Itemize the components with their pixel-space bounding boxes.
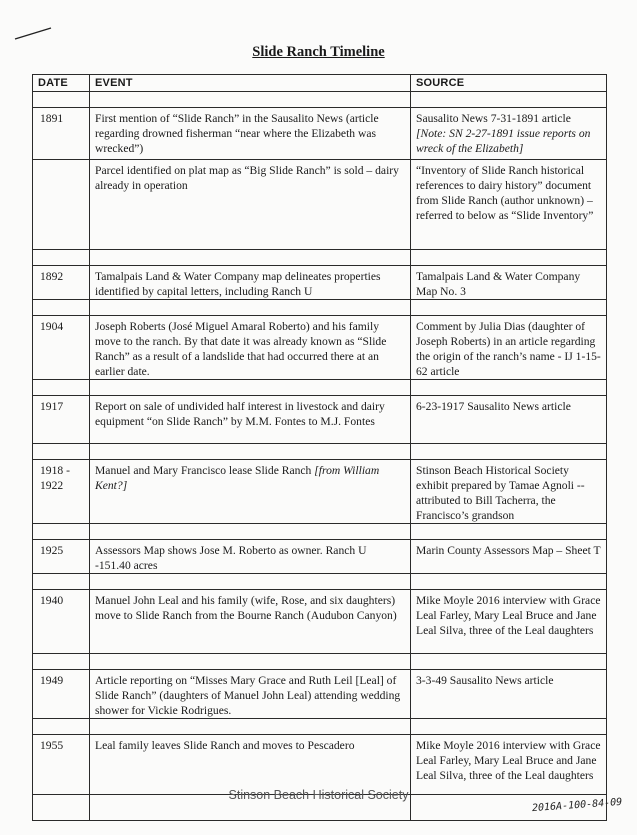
event-note: [from William Kent?]: [95, 464, 380, 492]
source-note: [Note: SN 2-27-1891 issue reports on wreck of the Elizabeth]: [416, 127, 591, 155]
header-event: EVENT: [90, 75, 411, 92]
pen-stroke-mark: [14, 26, 52, 40]
row-event: [90, 460, 411, 524]
row-date: 1904: [33, 316, 90, 380]
table-row: [33, 108, 607, 160]
row-event: Leal family leaves Slide Ranch and moves to Pescadero: [90, 735, 411, 795]
table-row: [33, 540, 607, 574]
table-row: [33, 160, 607, 250]
handwritten-accession-number: 2016A-100-84-09: [531, 796, 623, 815]
row-source: Mike Moyle 2016 interview with Grace Leal Farley, Mary Leal Bruce and Jane Leal Silva, three of the Leal daughters: [411, 735, 607, 795]
table-spacer-row: [33, 380, 607, 396]
table-spacer-row: [33, 524, 607, 540]
row-date: 1891: [33, 108, 90, 160]
row-source: 3-3-49 Sausalito News article: [411, 670, 607, 719]
table-row: [33, 670, 607, 719]
row-source: 6-23-1917 Sausalito News article: [411, 396, 607, 444]
source-text: Sausalito News 7-31-1891 article: [416, 112, 571, 125]
page-title: Slide Ranch Timeline: [252, 44, 385, 60]
table-spacer-row: [33, 92, 607, 108]
event-text: Manuel and Mary Francisco lease Slide Ranch: [95, 464, 312, 477]
table-row: [33, 316, 607, 380]
footer-organization: Stinson Beach Historical Society: [228, 788, 409, 802]
table-row: [33, 266, 607, 300]
table-spacer-row: [33, 719, 607, 735]
header-date: DATE: [33, 75, 90, 92]
row-source: Comment by Julia Dias (daughter of Joseph Roberts) in an article regarding the origin of the ranch’s name - IJ 1-15-62 article: [411, 316, 607, 380]
timeline-table: [32, 74, 607, 821]
row-date: 1918 - 1922: [33, 460, 90, 524]
row-date: 1917: [33, 396, 90, 444]
row-source: Tamalpais Land & Water Company Map No. 3: [411, 266, 607, 300]
table-row: [33, 735, 607, 795]
row-date: 1925: [33, 540, 90, 574]
row-event: Parcel identified on plat map as “Big Slide Ranch” is sold – dairy already in operation: [90, 160, 411, 250]
row-source: Mike Moyle 2016 interview with Grace Leal Farley, Mary Leal Bruce and Jane Leal Silva, three of the Leal daughters: [411, 590, 607, 654]
row-source: Stinson Beach Historical Society exhibit prepared by Tamae Agnoli -- attributed to Bill Tacherra, the Francisco’s grandson: [411, 460, 607, 524]
table-row: [33, 460, 607, 524]
row-event: Article reporting on “Misses Mary Grace and Ruth Leil [Leal] of Slide Ranch” (daughters of Manuel John Leal) attending wedding shower for Vickie Rodrigues.: [90, 670, 411, 719]
row-date: [33, 160, 90, 250]
table-row: [33, 396, 607, 444]
table-spacer-row: [33, 654, 607, 670]
row-date: 1949: [33, 670, 90, 719]
row-event: Tamalpais Land & Water Company map delineates properties identified by capital letters, including Ranch U: [90, 266, 411, 300]
table-spacer-row: [33, 250, 607, 266]
row-event: First mention of “Slide Ranch” in the Sausalito News (article regarding drowned fisherman “near where the Elizabeth was wrecked”): [90, 108, 411, 160]
row-date: 1892: [33, 266, 90, 300]
table-header-row: [33, 75, 607, 92]
row-date: 1955: [33, 735, 90, 795]
table-spacer-row: [33, 444, 607, 460]
row-event: Manuel John Leal and his family (wife, Rose, and six daughters) move to Slide Ranch from the Bourne Ranch (Audubon Canyon): [90, 590, 411, 654]
row-source: “Inventory of Slide Ranch historical references to dairy history” document from Slide Ranch (author unknown) – referred to below as “Slide Inventory”: [411, 160, 607, 250]
row-event: Report on sale of undivided half interest in livestock and dairy equipment “on Slide Ranch” by M.M. Fontes to M.J. Fontes: [90, 396, 411, 444]
table-spacer-row: [33, 574, 607, 590]
row-date: 1940: [33, 590, 90, 654]
table-row: [33, 590, 607, 654]
row-event: Assessors Map shows Jose M. Roberto as owner. Ranch U -151.40 acres: [90, 540, 411, 574]
row-source: Marin County Assessors Map – Sheet T: [411, 540, 607, 574]
row-source: [411, 108, 607, 160]
row-event: Joseph Roberts (José Miguel Amaral Roberto) and his family move to the ranch. By that date it was already known as “Slide Ranch” as a result of a landslide that had occurred there at an earlier date.: [90, 316, 411, 380]
header-source: SOURCE: [411, 75, 607, 92]
table-spacer-row: [33, 300, 607, 316]
